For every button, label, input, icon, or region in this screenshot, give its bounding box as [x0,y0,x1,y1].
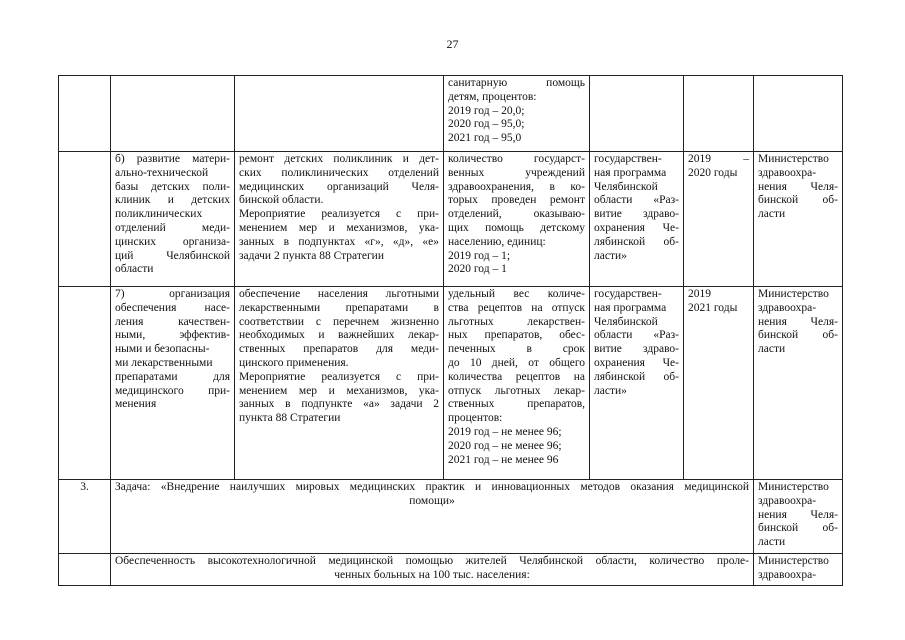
task-text-line: помощи» [409,494,455,507]
text-line: 2019 год – не менее 96; [448,425,562,438]
text-line: до 10 дней, от общего [448,356,585,369]
text-line: необходимых и важнейших лекар- [239,329,439,342]
period-cell [684,76,754,152]
text-line: медицинских организаций Челя- [239,180,439,193]
text-line: бинской области. [239,194,324,207]
text-line: менения [115,398,157,411]
program-cell [590,152,684,287]
text-line: ласти» [594,384,627,397]
table-row [59,152,843,287]
indicator-cell [444,152,590,287]
text-line: отпуск льготных лекар- [448,384,585,397]
text-line: государствен- [594,153,662,165]
text-line: бинской об- [758,522,838,535]
text-line: б) развитие матери- [115,153,230,165]
text-line: Министерство [758,481,829,493]
text-line: отделений меди- [115,221,230,234]
period-cell [684,287,754,480]
text-line: ми лекарственными [115,356,213,369]
program-cell [590,76,684,152]
text-line: обеспечения насе- [115,301,230,314]
text-line: Мероприятие реализуется с при- [239,370,439,383]
indicator-text-line: Обеспеченность высокотехнологичной медицинской помощью жителей Челябинской области, количество проле- [115,555,749,567]
indicator-cell [444,287,590,480]
text-line: 2020 годы [688,166,738,179]
row-number-cell [59,152,111,287]
text-line: торых проведен ремонт [448,194,585,207]
table-row [59,554,843,586]
text-line: отделений, оказываю- [448,208,585,221]
text-line: Челябинской [594,315,658,328]
measure-cell [111,152,235,287]
text-line: поликлинических [115,208,203,221]
text-line: 7) организация [115,288,230,300]
text-line: 2019 [688,288,711,300]
text-line: ций Челябинской [115,249,230,262]
text-line: здравоохра- [758,568,817,581]
text-line: Министерство [758,288,829,300]
text-line: печенных в срок [448,343,585,356]
measure-cell [111,287,235,480]
text-line: цинского применения. [239,356,349,369]
responsible-cell [754,152,843,287]
text-line: 2020 год – не менее 96; [448,439,562,452]
text-line: базы детских поли- [115,180,230,193]
text-line: 2021 год – не менее 96 [448,453,559,466]
text-line: 2019 год – 20,0; [448,104,525,117]
text-line: населению, единиц: [448,235,546,248]
text-line: государствен- [594,288,662,300]
text-line: витие здраво- [594,343,679,356]
text-line: количество государст- [448,153,585,165]
text-line: ских поликлинических отделений [239,166,439,179]
text-line: бинской об- [758,194,838,207]
text-line: ная программа [594,166,667,179]
program-cell [590,287,684,480]
text-line: ственных препаратов для меди- [239,343,439,356]
measures-table [58,75,843,586]
text-line: лябинской об- [594,235,679,248]
row-number-cell: 3. [59,480,111,554]
text-line: санитарную помощь [448,77,585,89]
text-line: здравоохра- [758,166,817,179]
text-line: ласти [758,343,786,356]
indicator-title-cell [111,554,754,586]
task-cell [111,480,754,554]
text-line: ственных препаратов, [448,398,585,411]
text-line: ласти [758,536,786,549]
text-line: ных препаратов, обес- [448,329,585,342]
text-line: 2021 год – 95,0 [448,132,522,145]
text-line: препаратами для [115,370,230,383]
text-line: количества рецептов на [448,370,585,383]
text-line: лябинской об- [594,370,679,383]
text-line: клиник и детских [115,194,230,207]
text-line: ления качествен- [115,315,230,328]
text-line: медицинского при- [115,384,230,397]
responsible-cell [754,287,843,480]
text-line: ально-технической [115,166,209,179]
text-line: здравоохранения, в ко- [448,180,585,193]
page-number: 27 [446,37,459,51]
text-line: детям, процентов: [448,90,537,103]
row-number-cell [59,76,111,152]
text-line: Мероприятие реализуется с при- [239,208,439,221]
text-line: удельный вес количе- [448,288,585,300]
period-cell [684,152,754,287]
indicator-text-line: ченных больных на 100 тыс. населения: [334,568,530,581]
text-line: 2019 – [688,153,749,165]
text-line: охранения Че- [594,221,679,234]
row-number-cell [59,554,111,586]
text-line: цинских организа- [115,235,230,248]
text-line: 2020 год – 1 [448,263,507,276]
activity-cell [235,152,444,287]
text-line: 2021 годы [688,301,738,314]
text-line: 2020 год – 95,0; [448,118,525,131]
responsible-cell [754,554,843,586]
text-line: процентов: [448,412,503,425]
text-line: области «Раз- [594,194,679,207]
activity-cell [235,76,444,152]
table-row [59,287,843,480]
text-line: лекарственными препаратами в [239,301,439,314]
text-line: витие здраво- [594,208,679,221]
table-row [59,76,843,152]
text-line: щих помощь детскому [448,221,585,234]
text-line: ными и безопасны- [115,343,210,356]
text-line: ная программа [594,301,667,314]
text-line: ства рецептов на отпуск [448,301,585,314]
text-line: Челябинской [594,180,658,193]
text-line: пункта 88 Стратегии [239,412,341,425]
text-line: менением мер и механизмов, ука- [239,384,439,397]
text-line: задачи 2 пункта 88 Стратегии [239,249,384,262]
text-line: 2019 год – 1; [448,249,511,262]
text-line: нения Челя- [758,180,838,193]
activity-cell [235,287,444,480]
text-line: ными, эффектив- [115,329,230,342]
text-line: ласти [758,208,786,221]
text-line: Министерство [758,555,829,567]
text-line: Министерство [758,153,829,165]
text-line: занных в подпунктах «г», «д», «е» [239,235,439,248]
task-text-line: Задача: «Внедрение наилучших мировых медицинских практик и инновационных методов оказания медицинской [115,481,749,493]
responsible-cell [754,76,843,152]
text-line: венных учреждений [448,166,585,179]
text-line: здравоохра- [758,301,817,314]
text-line: занных в подпункте «а» задачи 2 [239,398,439,411]
table-row [59,480,843,554]
text-line: нения Челя- [758,508,838,521]
text-line: области [115,263,154,276]
indicator-cell [444,76,590,152]
text-line: ремонт детских поликлиник и дет- [239,153,439,165]
text-line: охранения Че- [594,356,679,369]
text-line: обеспечение населения льготными [239,288,439,300]
text-line: соответствии с перечнем жизненно [239,315,439,328]
text-line: ласти» [594,249,627,262]
measure-cell [111,76,235,152]
responsible-cell [754,480,843,554]
text-line: льготных лекарствен- [448,315,585,328]
text-line: бинской об- [758,329,838,342]
text-line: здравоохра- [758,494,817,507]
text-line: менением мер и механизмов, ука- [239,221,439,234]
row-number-cell [59,287,111,480]
text-line: области «Раз- [594,329,679,342]
text-line: нения Челя- [758,315,838,328]
